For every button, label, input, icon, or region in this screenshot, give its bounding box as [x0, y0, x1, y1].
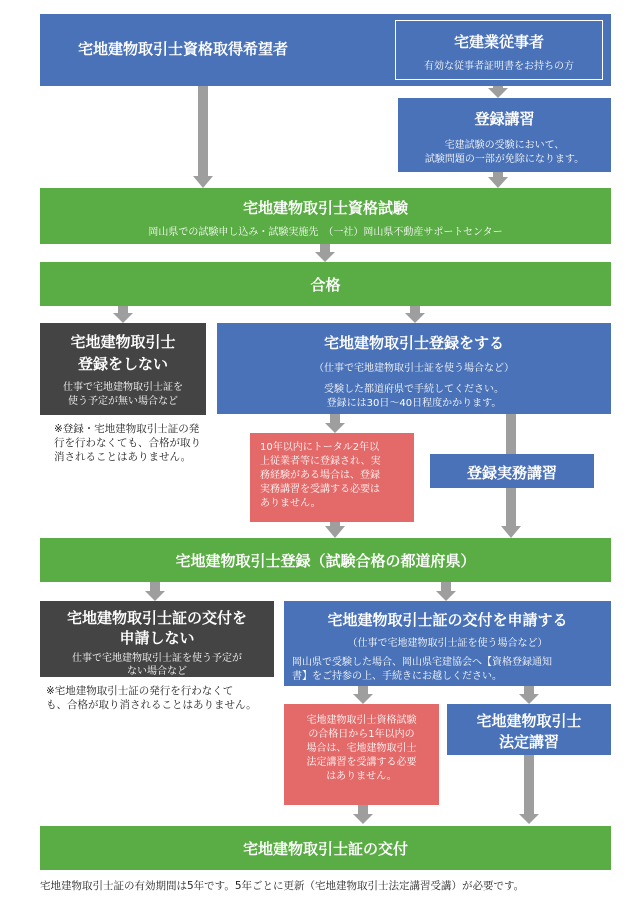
course-desc-2: 試験問題の一部が免除になります。: [424, 154, 585, 165]
arrow-pass-reg-head: [405, 313, 425, 323]
register-box: [217, 323, 611, 414]
no-card-desc-1: 仕事で宅地建物取引士証を使う予定が: [72, 653, 242, 664]
arrow-reg-exempt-head: [325, 423, 345, 433]
card-issue-title: 宅地建物取引士証の交付: [242, 840, 408, 858]
course-title: 登録講習: [474, 110, 535, 128]
exempt-line-2: 上従業者等に登録され、実: [260, 456, 381, 467]
employee-title: 宅建業従事者: [453, 33, 544, 51]
arrow-practical-registration: [506, 488, 516, 526]
no-card-title-1: 宅地建物取引士証の交付を: [66, 609, 247, 627]
legal-course-title-1: 宅地建物取引士: [476, 712, 582, 730]
applicant-title: 宅地建物取引士資格取得希望者: [78, 40, 289, 58]
no-card-title-2: 申請しない: [119, 629, 195, 647]
no-card-note: [46, 684, 286, 712]
practical-course-box: [430, 454, 594, 488]
arrow-registration-nocard-head: [145, 591, 165, 601]
no-card-note-2: も、合格が取り消されることはありません。: [46, 699, 257, 711]
register-title: 宅地建物取引士登録をする: [323, 334, 504, 352]
no-register-box: [40, 323, 206, 415]
arrow-reg-practical: [506, 414, 516, 454]
no-register-note-3: 消されることはありません。: [54, 451, 192, 463]
pass-box: [40, 262, 611, 306]
exam-box: [40, 188, 611, 244]
arrow-applicant-exam: [198, 86, 208, 176]
card-issue-box: [40, 826, 611, 870]
register-sub: （仕事で宅地建物取引士証を使う場合など）: [314, 363, 514, 374]
exempt-line-4: 実務講習を受講する必要は: [260, 484, 380, 495]
legal-exempt-note: [284, 704, 439, 805]
no-register-note-2: 行を行わなくても、合格が取り: [54, 437, 201, 449]
footer-text: 宅地建物取引士証の有効期間は5年です。5年ごとに更新（宅地建物取引士法定講習受講）が必要です。: [40, 880, 525, 892]
legal-exempt-line-3: 場合は、宅地建物取引士: [306, 743, 417, 754]
arrow-applicant-exam-head: [193, 176, 213, 188]
registration-course-box: [398, 98, 611, 172]
no-register-note-1: ※登録・宅地建物取引士証の発: [54, 423, 200, 435]
arrow-course-exam-head: [488, 177, 508, 188]
arrow-legalcourse-issue: [524, 755, 534, 815]
pass-title: 合格: [310, 276, 341, 294]
register-desc-1: 受験した都道府県で手続してください。: [324, 384, 504, 395]
arrow-reg-exempt: [330, 414, 340, 424]
no-register-desc-1: 仕事で宅地建物取引士証を: [63, 382, 183, 393]
legal-course-box: [447, 704, 611, 755]
legal-course-title-2: 法定講習: [498, 733, 559, 751]
exam-desc: 岡山県での試験申し込み・試験実施先 （一社）岡山県不動産サポートセンター: [148, 227, 503, 238]
arrow-registration-apply-head: [436, 591, 456, 601]
employee-subtitle: 有効な従事者証明書をお持ちの方: [424, 61, 574, 72]
arrow-exam-pass: [320, 244, 330, 252]
register-desc-2: 登録には30日～40日程度かかります。: [326, 398, 502, 409]
apply-card-desc-1: 岡山県で受験した場合、岡山県宅建協会へ【資格登録通知: [292, 657, 552, 668]
legal-exempt-line-4: 法定講習を受講する必要: [306, 757, 417, 768]
no-card-desc-2: ない場合など: [127, 666, 187, 677]
no-register-note: [54, 422, 214, 464]
arrow-legalexempt-issue-head: [353, 814, 373, 824]
practical-exempt-note: [250, 433, 414, 522]
arrow-exempt-registration-head: [325, 526, 345, 538]
arrow-legalexempt-issue: [358, 805, 368, 815]
practical-title: 登録実務講習: [466, 464, 557, 482]
legal-exempt-line-1: 宅地建物取引士資格試験: [306, 715, 417, 726]
registration-title: 宅地建物取引士登録（試験合格の都道府県）: [175, 552, 476, 570]
arrow-pass-noreg-head: [113, 313, 133, 323]
apply-card-desc-2: 書】をご持参の上、手続きにお越しください。: [292, 671, 502, 682]
arrow-exam-pass-head: [315, 252, 335, 262]
apply-card-sub: （仕事で宅地建物取引士証を使う場合など）: [347, 638, 548, 649]
no-register-desc-2: 使う予定が無い場合など: [68, 396, 178, 407]
arrow-exempt-registration: [330, 522, 340, 526]
arrow-legalcourse-issue-head: [519, 814, 539, 824]
arrow-practical-registration-head: [501, 526, 521, 538]
arrow-apply-legalexempt: [358, 686, 368, 694]
arrow-registration-nocard: [150, 582, 160, 592]
employee-box: [395, 20, 603, 80]
exam-title: 宅地建物取引士資格試験: [242, 199, 408, 217]
no-card-note-1: ※宅地建物取引士証の発行を行わなくて: [46, 685, 234, 697]
legal-exempt-line-2: の合格日から1年以内の: [308, 729, 415, 740]
exempt-line-3: 務経験がある場合は、登録: [260, 470, 380, 481]
apply-card-box: [284, 601, 611, 686]
exempt-line-1: 10年以内にトータル2年以: [260, 442, 380, 453]
apply-card-title: 宅地建物取引士証の交付を申請する: [327, 611, 568, 629]
arrow-registration-apply: [441, 582, 451, 592]
arrow-apply-legalcourse: [524, 686, 534, 694]
course-desc-1: 宅建試験の受験において、: [444, 140, 565, 151]
arrow-pass-reg: [410, 306, 420, 314]
arrow-apply-legalexempt-head: [353, 694, 373, 704]
no-register-title-2: 登録をしない: [77, 355, 168, 373]
legal-exempt-line-5: はありません。: [326, 771, 397, 782]
arrow-employee-course-head: [488, 88, 508, 98]
registration-box: [40, 538, 611, 582]
no-register-title-1: 宅地建物取引士: [70, 333, 176, 351]
arrow-apply-legalcourse-head: [519, 694, 539, 704]
arrow-pass-noreg: [118, 306, 128, 314]
no-card-box: [40, 601, 274, 677]
exempt-line-5: ありません。: [260, 498, 321, 509]
